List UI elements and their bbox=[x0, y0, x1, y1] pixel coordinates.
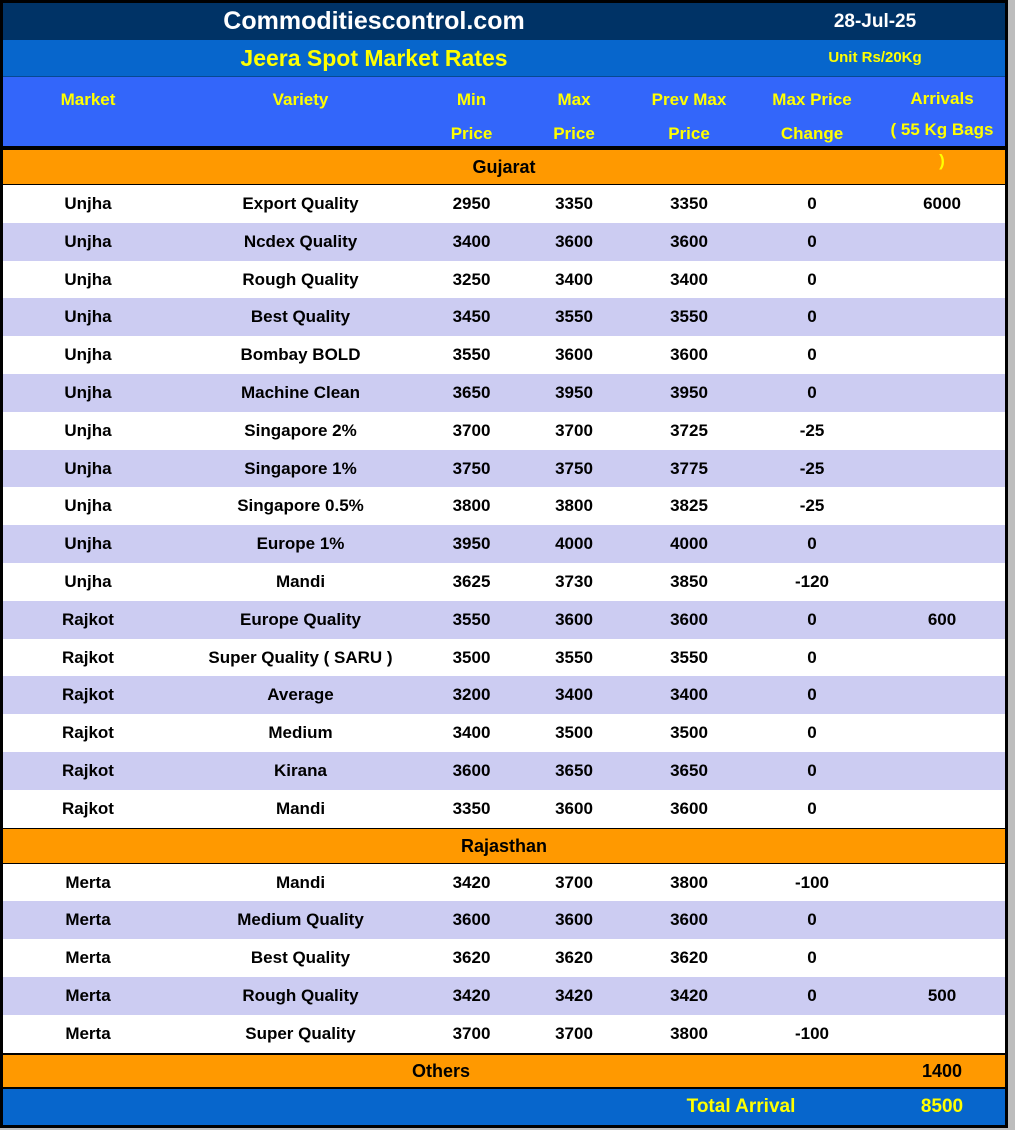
cell-max-price-change: 0 bbox=[807, 269, 817, 289]
cell-arrivals bbox=[879, 525, 1005, 563]
cell-variety: Rough Quality bbox=[242, 985, 359, 1005]
table-row bbox=[3, 525, 1005, 563]
table-row bbox=[3, 639, 1005, 677]
cell-max-price: 3730 bbox=[555, 571, 593, 591]
column-header-min-price: Min Price bbox=[450, 90, 493, 143]
cell-prev-max-price: 3400 bbox=[670, 269, 708, 289]
cell-max-price-change: 0 bbox=[807, 910, 817, 930]
cell-market: Merta bbox=[65, 872, 111, 892]
cell-min-price: 3250 bbox=[452, 269, 491, 289]
cell-min-price: 3600 bbox=[452, 910, 491, 930]
cell-variety: Bombay BOLD bbox=[240, 345, 361, 365]
cell-min-price: 3700 bbox=[452, 1023, 491, 1043]
cell-min-price: 3550 bbox=[452, 609, 491, 629]
cell-max-price: 3750 bbox=[555, 458, 593, 478]
cell-min-price: 3420 bbox=[452, 985, 491, 1005]
cell-variety: Europe Quality bbox=[240, 609, 361, 629]
cell-prev-max-price: 4000 bbox=[670, 534, 708, 554]
cell-variety: Europe 1% bbox=[256, 534, 345, 554]
column-header-prev-max-price: Prev Max Price bbox=[651, 90, 727, 143]
cell-min-price: 3200 bbox=[452, 685, 491, 705]
cell-max-price-change: 0 bbox=[807, 307, 817, 327]
cell-max-price-change: -100 bbox=[794, 1023, 830, 1043]
cell-arrivals bbox=[879, 639, 1005, 677]
unit-label: Unit Rs/20Kg bbox=[828, 49, 922, 66]
cell-market: Unjha bbox=[64, 231, 112, 251]
cell-prev-max-price: 3775 bbox=[670, 458, 708, 478]
cell-max-price-change: 0 bbox=[807, 685, 817, 705]
cell-arrivals bbox=[879, 487, 1005, 525]
cell-market: Rajkot bbox=[62, 760, 114, 780]
cell-min-price: 3400 bbox=[452, 723, 491, 743]
cell-max-price: 3700 bbox=[555, 1023, 593, 1043]
cell-variety: Best Quality bbox=[250, 948, 351, 968]
cell-min-price: 3800 bbox=[452, 496, 491, 516]
column-header-market: Market bbox=[60, 90, 116, 109]
footer-spacer bbox=[3, 1089, 603, 1125]
cell-prev-max-price: 3620 bbox=[670, 948, 708, 968]
cell-min-price: 3650 bbox=[452, 382, 491, 402]
cell-variety: Mandi bbox=[275, 798, 326, 818]
top-bar bbox=[3, 3, 1005, 40]
cell-arrivals bbox=[879, 939, 1005, 977]
cell-max-price: 3700 bbox=[555, 420, 593, 440]
cell-min-price: 3550 bbox=[452, 345, 491, 365]
cell-max-price: 3700 bbox=[555, 872, 593, 892]
cell-prev-max-price: 3550 bbox=[670, 307, 708, 327]
table-row bbox=[3, 1015, 1005, 1053]
cell-market: Rajkot bbox=[62, 685, 114, 705]
cell-arrivals bbox=[879, 752, 1005, 790]
table-row bbox=[3, 298, 1005, 336]
cell-prev-max-price: 3500 bbox=[670, 723, 708, 743]
cell-variety: Singapore 2% bbox=[244, 420, 357, 440]
cell-arrivals bbox=[879, 374, 1005, 412]
cell-arrivals: 6000 bbox=[923, 194, 961, 213]
cell-max-price: 3650 bbox=[555, 760, 593, 780]
cell-max-price-change: -25 bbox=[799, 420, 825, 440]
title-bar bbox=[3, 40, 1005, 77]
cell-prev-max-price: 3650 bbox=[670, 760, 708, 780]
cell-max-price: 3600 bbox=[555, 231, 593, 251]
cell-arrivals bbox=[879, 864, 1005, 902]
cell-max-price-change: 0 bbox=[807, 948, 817, 968]
cell-min-price: 3700 bbox=[452, 420, 491, 440]
cell-prev-max-price: 3550 bbox=[670, 647, 708, 667]
column-header-arrivals: Arrivals ( 55 Kg Bags ) bbox=[890, 89, 994, 170]
cell-market: Unjha bbox=[64, 269, 112, 289]
cell-max-price-change: 0 bbox=[807, 798, 817, 818]
column-header-max-price: Max Price bbox=[553, 90, 595, 143]
cell-max-price-change: 0 bbox=[807, 534, 817, 554]
brand-title: Commoditiescontrol.com bbox=[223, 7, 525, 35]
cell-min-price: 3600 bbox=[452, 760, 491, 780]
cell-market: Unjha bbox=[64, 307, 112, 327]
table-row bbox=[3, 714, 1005, 752]
cell-min-price: 3950 bbox=[452, 534, 491, 554]
cell-min-price: 3350 bbox=[452, 798, 491, 818]
cell-max-price: 3400 bbox=[555, 269, 593, 289]
cell-prev-max-price: 3600 bbox=[670, 609, 708, 629]
cell-max-price-change: 0 bbox=[807, 382, 817, 402]
cell-arrivals: 500 bbox=[927, 985, 957, 1005]
cell-max-price: 3950 bbox=[555, 382, 593, 402]
cell-variety: Average bbox=[267, 685, 334, 705]
cell-max-price-change: -100 bbox=[794, 872, 830, 892]
cell-arrivals bbox=[879, 676, 1005, 714]
table-row bbox=[3, 790, 1005, 828]
others-label: Others bbox=[411, 1060, 471, 1081]
cell-min-price: 3420 bbox=[452, 872, 491, 892]
cell-min-price: 3620 bbox=[452, 948, 491, 968]
cell-prev-max-price: 3950 bbox=[670, 382, 708, 402]
cell-arrivals bbox=[879, 223, 1005, 261]
cell-min-price: 3400 bbox=[452, 231, 491, 251]
cell-min-price: 3625 bbox=[452, 571, 491, 591]
cell-variety: Best Quality bbox=[250, 307, 351, 327]
cell-arrivals bbox=[879, 298, 1005, 336]
cell-prev-max-price: 3600 bbox=[670, 345, 708, 365]
cell-max-price: 3600 bbox=[555, 798, 593, 818]
table-row bbox=[3, 977, 1005, 1015]
cell-variety: Machine Clean bbox=[240, 382, 361, 402]
cell-variety: Ncdex Quality bbox=[243, 231, 358, 251]
cell-max-price-change: -120 bbox=[794, 571, 830, 591]
cell-market: Rajkot bbox=[62, 609, 114, 629]
cell-max-price-change: 0 bbox=[807, 760, 817, 780]
cell-prev-max-price: 3420 bbox=[670, 985, 708, 1005]
report-date: 28-Jul-25 bbox=[833, 10, 917, 32]
cell-max-price-change: -25 bbox=[799, 496, 825, 516]
cell-max-price-change: 0 bbox=[807, 345, 817, 365]
table-body bbox=[3, 149, 1005, 1053]
cell-max-price: 4000 bbox=[555, 534, 593, 554]
cell-market: Unjha bbox=[64, 420, 112, 440]
cell-max-price-change: 0 bbox=[807, 231, 817, 251]
cell-prev-max-price: 3800 bbox=[670, 1023, 708, 1043]
cell-max-price: 3800 bbox=[555, 496, 593, 516]
table-row bbox=[3, 939, 1005, 977]
cell-variety: Kirana bbox=[274, 760, 327, 780]
column-header-max-price-change: Max Price Change bbox=[772, 90, 852, 143]
cell-max-price: 3550 bbox=[555, 647, 593, 667]
page-title: Jeera Spot Market Rates bbox=[240, 44, 508, 71]
cell-market: Rajkot bbox=[62, 647, 114, 667]
cell-max-price: 3620 bbox=[555, 948, 593, 968]
cell-prev-max-price: 3600 bbox=[670, 798, 708, 818]
table-row bbox=[3, 185, 1005, 223]
cell-arrivals bbox=[879, 336, 1005, 374]
cell-max-price-change: -25 bbox=[799, 458, 825, 478]
table-row bbox=[3, 261, 1005, 299]
cell-variety: Singapore 0.5% bbox=[237, 496, 364, 516]
cell-variety: Export Quality bbox=[242, 194, 359, 213]
cell-arrivals bbox=[879, 901, 1005, 939]
cell-variety: Super Quality bbox=[245, 1023, 356, 1043]
cell-variety: Rough Quality bbox=[242, 269, 359, 289]
cell-max-price-change: 0 bbox=[807, 647, 817, 667]
cell-variety: Mandi bbox=[275, 571, 326, 591]
cell-market: Unjha bbox=[64, 345, 112, 365]
cell-max-price: 3420 bbox=[555, 985, 593, 1005]
cell-arrivals bbox=[879, 714, 1005, 752]
cell-variety: Medium bbox=[268, 723, 333, 743]
table-row bbox=[3, 336, 1005, 374]
cell-market: Unjha bbox=[64, 534, 112, 554]
cell-prev-max-price: 3400 bbox=[670, 685, 708, 705]
column-header-variety: Variety bbox=[272, 90, 329, 109]
table-row bbox=[3, 223, 1005, 261]
cell-arrivals: 600 bbox=[927, 609, 957, 629]
cell-prev-max-price: 3825 bbox=[670, 496, 708, 516]
cell-max-price: 3350 bbox=[555, 194, 593, 213]
cell-max-price-change: 0 bbox=[807, 723, 817, 743]
cell-min-price: 3450 bbox=[452, 307, 491, 327]
table-row bbox=[3, 864, 1005, 902]
cell-max-price: 3500 bbox=[555, 723, 593, 743]
cell-market: Merta bbox=[65, 948, 111, 968]
cell-variety: Medium Quality bbox=[237, 910, 364, 930]
cell-min-price: 2950 bbox=[452, 194, 491, 213]
cell-market: Merta bbox=[65, 1023, 111, 1043]
cell-market: Rajkot bbox=[62, 723, 114, 743]
table-row bbox=[3, 487, 1005, 525]
cell-min-price: 3750 bbox=[452, 458, 491, 478]
cell-arrivals bbox=[879, 563, 1005, 601]
others-row bbox=[3, 1053, 1005, 1089]
cell-market: Unjha bbox=[64, 382, 112, 402]
cell-prev-max-price: 3600 bbox=[670, 910, 708, 930]
total-arrival-row bbox=[3, 1089, 1005, 1125]
cell-market: Merta bbox=[65, 910, 111, 930]
cell-variety: Singapore 1% bbox=[244, 458, 357, 478]
cell-min-price: 3500 bbox=[452, 647, 491, 667]
cell-market: Unjha bbox=[64, 496, 112, 516]
cell-market: Rajkot bbox=[62, 798, 114, 818]
cell-arrivals bbox=[879, 1015, 1005, 1053]
cell-market: Unjha bbox=[64, 194, 112, 213]
cell-prev-max-price: 3725 bbox=[670, 420, 708, 440]
cell-arrivals bbox=[879, 450, 1005, 488]
table-row bbox=[3, 412, 1005, 450]
cell-max-price: 3400 bbox=[555, 685, 593, 705]
table-row bbox=[3, 901, 1005, 939]
cell-arrivals bbox=[879, 261, 1005, 299]
total-arrival-value: 8500 bbox=[920, 1095, 964, 1117]
section-header-gujarat: Gujarat bbox=[3, 149, 1005, 185]
cell-max-price: 3600 bbox=[555, 345, 593, 365]
cell-max-price-change: 0 bbox=[807, 985, 817, 1005]
cell-variety: Mandi bbox=[275, 872, 326, 892]
table-row bbox=[3, 601, 1005, 639]
cell-max-price: 3600 bbox=[555, 609, 593, 629]
cell-arrivals bbox=[879, 790, 1005, 828]
table-row bbox=[3, 752, 1005, 790]
table-row bbox=[3, 676, 1005, 714]
table-row bbox=[3, 450, 1005, 488]
cell-max-price: 3600 bbox=[555, 910, 593, 930]
cell-market: Unjha bbox=[64, 571, 112, 591]
cell-prev-max-price: 3350 bbox=[670, 194, 708, 213]
cell-prev-max-price: 3800 bbox=[670, 872, 708, 892]
cell-market: Unjha bbox=[64, 458, 112, 478]
table-row bbox=[3, 563, 1005, 601]
cell-max-price: 3550 bbox=[555, 307, 593, 327]
section-header-rajasthan: Rajasthan bbox=[3, 828, 1005, 864]
table-row bbox=[3, 374, 1005, 412]
others-arrivals-value: 1400 bbox=[921, 1060, 963, 1081]
cell-market: Merta bbox=[65, 985, 111, 1005]
cell-max-price-change: 0 bbox=[807, 194, 817, 213]
cell-max-price-change: 0 bbox=[807, 609, 817, 629]
cell-prev-max-price: 3600 bbox=[670, 231, 708, 251]
cell-variety: Super Quality ( SARU ) bbox=[208, 647, 393, 667]
cell-arrivals bbox=[879, 412, 1005, 450]
cell-prev-max-price: 3850 bbox=[670, 571, 708, 591]
total-arrival-label: Total Arrival bbox=[686, 1095, 796, 1117]
